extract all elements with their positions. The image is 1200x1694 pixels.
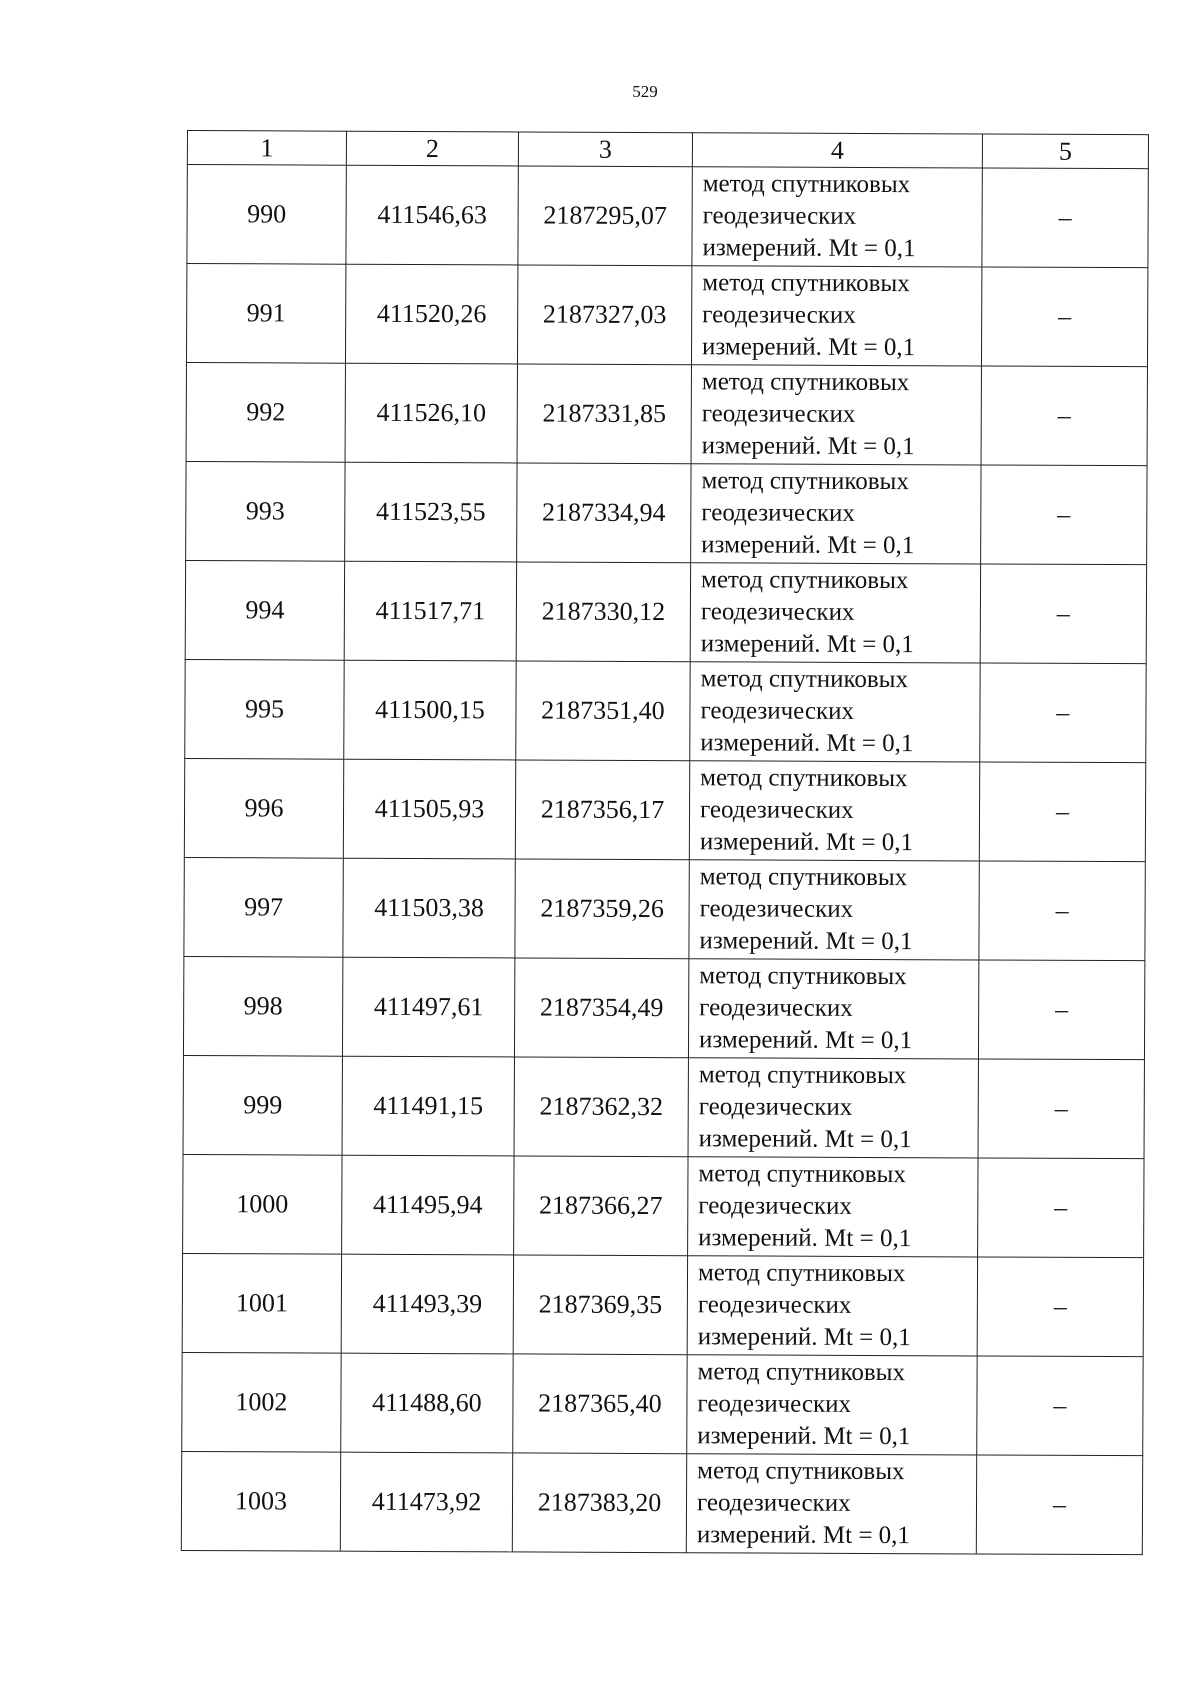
method-cell [688,959,978,1059]
method-text-line: геодезических [696,1489,851,1517]
table-row [183,1154,1144,1257]
point-number-cell: 996 [184,758,343,858]
table-header [187,131,1148,169]
table-row [181,1451,1142,1554]
method-text-line: измерений. Mt = 0,1 [701,531,915,560]
method-cell [691,365,981,465]
note-cell: – [980,663,1146,763]
method-text-line: измерений. Mt = 0,1 [700,729,914,758]
note-cell: – [978,960,1144,1060]
method-text-line: геодезических [701,400,856,428]
y-coordinate-cell: 2187295,07 [518,166,692,266]
header-col-2: 2 [346,131,518,166]
note-cell: – [981,267,1147,367]
method-text-line: метод спутниковых [700,764,908,793]
point-number-cell: 992 [186,362,345,462]
coordinates-table [181,130,1149,1555]
table-body [181,165,1148,1555]
method-text-line: геодезических [699,994,853,1022]
method-text-line: метод спутниковых [702,269,910,298]
method-text-line: геодезических [698,1192,852,1220]
method-cell [689,761,979,861]
method-cell [688,1157,978,1257]
method-cell [688,1058,978,1158]
note-cell: – [978,1158,1144,1258]
point-number-cell: 1000 [183,1154,342,1254]
method-text-line: метод спутниковых [701,368,910,397]
y-coordinate-cell: 2187356,17 [515,760,689,860]
method-text-line: измерений. Mt = 0,1 [697,1323,911,1352]
table-row [185,659,1146,762]
y-coordinate-cell: 2187331,85 [517,364,691,464]
header-col-4: 4 [692,133,982,168]
method-text-line: метод спутниковых [700,665,909,694]
method-cell [690,662,980,762]
method-text-line: геодезических [697,1390,852,1418]
method-text-line: геодезических [698,1093,853,1121]
method-cell [691,266,981,366]
method-text-line: метод спутниковых [699,962,907,991]
y-coordinate-cell: 2187362,32 [514,1057,688,1157]
y-coordinate-cell: 2187369,35 [513,1255,687,1355]
y-coordinate-cell: 2187334,94 [517,463,691,563]
method-text-line: метод спутниковых [701,467,909,496]
method-cell [691,464,981,564]
table-row [184,857,1145,960]
x-coordinate-cell: 411488,60 [341,1353,513,1453]
method-text-line: геодезических [702,202,857,230]
method-cell [689,860,979,960]
method-text-line: измерений. Mt = 0,1 [702,333,916,362]
y-coordinate-cell: 2187359,26 [515,859,689,959]
table-row [183,1055,1144,1158]
point-number-cell: 993 [186,461,345,561]
method-text-line: метод спутниковых [702,170,911,199]
method-text-line: измерений. Mt = 0,1 [698,1125,912,1154]
y-coordinate-cell: 2187330,12 [516,562,690,662]
note-cell: – [976,1455,1142,1555]
note-cell: – [977,1257,1143,1357]
y-coordinate-cell: 2187354,49 [514,958,688,1058]
method-text-line: метод спутниковых [697,1358,906,1387]
point-number-cell: 990 [187,165,346,265]
method-cell [690,563,980,663]
y-coordinate-cell: 2187327,03 [517,265,691,365]
method-text-line: измерений. Mt = 0,1 [700,630,914,659]
header-col-1: 1 [187,131,346,166]
table-row [183,956,1144,1059]
note-cell: – [979,861,1145,961]
method-text-line: метод спутниковых [698,1160,906,1189]
method-text-line: измерений. Mt = 0,1 [702,234,916,263]
table-row [184,758,1145,861]
method-cell [687,1355,977,1455]
note-cell: – [982,168,1148,268]
method-text-line: геодезических [700,697,855,725]
point-number-cell: 1002 [182,1352,341,1452]
note-cell: – [979,762,1145,862]
point-number-cell: 997 [184,857,343,957]
method-text-line: измерений. Mt = 0,1 [698,1224,912,1253]
method-text-line: геодезических [702,301,856,329]
method-text-line: метод спутниковых [698,1061,907,1090]
point-number-cell: 1001 [182,1253,341,1353]
point-number-cell: 995 [185,659,344,759]
method-text-line: метод спутниковых [697,1259,906,1288]
x-coordinate-cell: 411473,92 [340,1452,512,1552]
x-coordinate-cell: 411523,55 [345,462,517,562]
method-text-line: геодезических [697,1291,852,1319]
note-cell: – [978,1059,1144,1159]
y-coordinate-cell: 2187366,27 [514,1156,688,1256]
method-cell [686,1454,976,1554]
x-coordinate-cell: 411495,94 [342,1155,514,1255]
method-text-line: метод спутниковых [697,1457,905,1486]
y-coordinate-cell: 2187383,20 [512,1453,686,1553]
table-row [186,461,1147,564]
method-text-line: геодезических [700,598,855,626]
header-col-5: 5 [982,134,1148,169]
x-coordinate-cell: 411497,61 [342,957,514,1057]
header-col-3: 3 [518,132,692,167]
method-text-line: геодезических [699,895,854,923]
point-number-cell: 994 [185,560,344,660]
method-text-line: измерений. Mt = 0,1 [699,927,913,956]
point-number-cell: 1003 [181,1451,340,1551]
x-coordinate-cell: 411526,10 [345,363,517,463]
note-cell: – [977,1356,1143,1456]
method-text-line: измерений. Mt = 0,1 [699,828,914,857]
method-cell [687,1256,977,1356]
method-text-line: измерений. Mt = 0,1 [696,1521,911,1550]
method-cell [692,167,982,267]
table-row [182,1253,1143,1356]
x-coordinate-cell: 411546,63 [346,165,518,265]
method-text-line: измерений. Mt = 0,1 [698,1026,913,1055]
page-number: 529 [632,82,658,101]
method-text-line: метод спутниковых [700,566,909,595]
note-cell: – [980,564,1146,664]
point-number-cell: 999 [183,1055,342,1155]
method-text-line: измерений. Mt = 0,1 [701,432,915,461]
table-row [187,165,1148,268]
header-row [187,131,1148,169]
table-row [182,1352,1143,1455]
method-text-line: метод спутниковых [699,863,908,892]
x-coordinate-cell: 411500,15 [344,660,516,760]
x-coordinate-cell: 411520,26 [345,264,517,364]
x-coordinate-cell: 411491,15 [342,1056,514,1156]
point-number-cell: 998 [183,956,342,1056]
x-coordinate-cell: 411493,39 [341,1254,513,1354]
table-row [186,362,1147,465]
table-row [185,560,1146,663]
x-coordinate-cell: 411505,93 [343,759,515,859]
y-coordinate-cell: 2187365,40 [513,1354,687,1454]
point-number-cell: 991 [186,264,345,364]
table-row [186,264,1147,367]
note-cell: – [981,465,1147,565]
x-coordinate-cell: 411503,38 [343,858,515,958]
method-text-line: геодезических [701,499,855,527]
x-coordinate-cell: 411517,71 [344,561,516,661]
y-coordinate-cell: 2187351,40 [516,661,690,761]
method-text-line: измерений. Mt = 0,1 [697,1422,911,1451]
note-cell: – [981,366,1147,466]
method-text-line: геодезических [699,796,854,824]
